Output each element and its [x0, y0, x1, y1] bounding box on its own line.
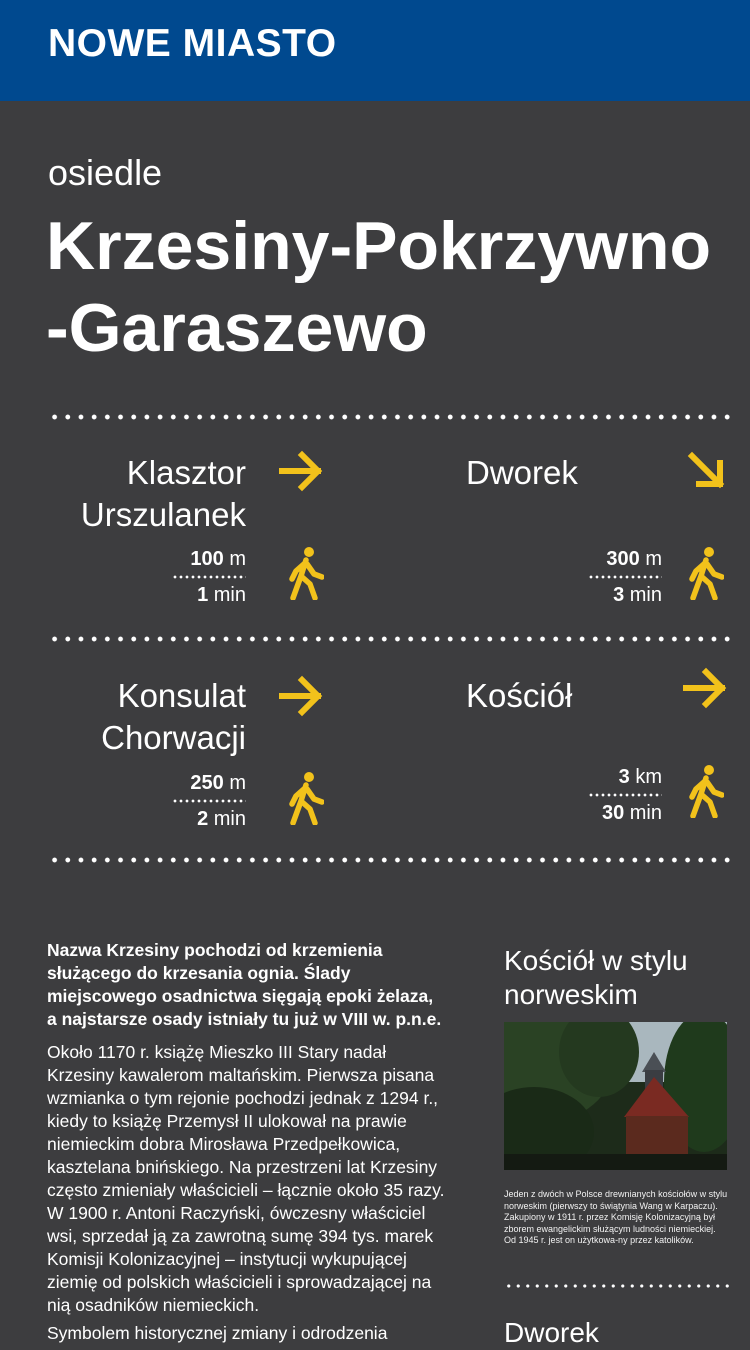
time-unit: min — [213, 584, 246, 606]
church-photo — [504, 1022, 727, 1170]
divider-dotted — [48, 414, 730, 420]
distance-info — [576, 764, 662, 826]
time-value: 1 — [197, 584, 209, 606]
pedestrian-icon — [688, 546, 724, 600]
page-subtitle: osiedle — [48, 152, 163, 193]
distance-separator — [172, 575, 246, 579]
pedestrian-icon — [288, 771, 324, 825]
district-title: NOWE MIASTO — [48, 22, 337, 65]
distance-value: 3 — [618, 766, 630, 788]
divider-dotted — [48, 636, 730, 642]
arrow-down-right-icon — [687, 451, 727, 489]
divider-dotted — [48, 857, 730, 863]
page-title — [46, 205, 736, 369]
time-value: 2 — [197, 808, 209, 830]
distance-unit: m — [229, 548, 246, 570]
distance-unit: m — [645, 548, 662, 570]
destination-name-line1: Konsulat — [117, 677, 246, 714]
time-unit: min — [213, 808, 246, 830]
distance-info — [160, 770, 246, 832]
time-unit: min — [629, 802, 662, 824]
distance-value: 100 — [190, 548, 224, 570]
destination-name-line1: Dworek — [466, 454, 578, 491]
intro-lead: Nazwa Krzesiny pochodzi od krzemienia służącego do krzesania ognia. Ślady miejscowego osadnictwa sięgają epoki żelaza, a najstarsze osady istniały tu już w VIII w. p.n.e. — [47, 940, 442, 1029]
intro-continuation: Symbolem historycznej zmiany i odrodzenia — [47, 1323, 388, 1343]
intro-body: Około 1170 r. książę Mieszko III Stary nadał Krzesiny kawalerom maltańskim. Pierwsza pisana wzmianka o tym rejonie pochodzi jednak z 1294 r., kiedy to książę Przemysł II ulokował na prawie niemieckim dobra Mirosława Przedpełkowica, kasztelana bnińskiego. Na przestrzeni lat Krzesiny często zmieniały właścicieli – łącznie około 35 razy. W 1900 r. Antoni Raczyński, ówczesny właściciel wsi, sprzedał ją za zawrotną sumę 394 tys. marek Komisji Kolonizacyjnej – instytucji wykupującej ziemię od polskich właścicieli i sprowadzającej na nią osadników niemieckich. — [47, 1042, 445, 1315]
time-value: 30 — [601, 802, 625, 824]
distance-info — [160, 546, 246, 608]
arrow-right-icon — [682, 666, 730, 710]
distance-unit: m — [229, 772, 246, 794]
destination-name — [20, 675, 246, 759]
header-bar — [0, 0, 750, 101]
destination-name — [466, 452, 666, 494]
time-unit: min — [629, 584, 662, 606]
distance-unit: km — [635, 766, 662, 788]
distance-separator — [588, 793, 662, 797]
sidebar-title: Kościół w stylu norweskim — [504, 945, 688, 1010]
distance-value: 300 — [606, 548, 640, 570]
arrow-right-icon — [278, 674, 326, 718]
destination-name — [466, 675, 666, 717]
destination-name-line2: Chorwacji — [101, 719, 246, 756]
distance-separator — [588, 575, 662, 579]
photo-caption: Jeden z dwóch w Polsce drewnianych kościołów w stylu norweskim (pierwszy to świątynia Wang w Karpaczu). Zakupiony w 1911 r. przez Komisję Kolonizacyjną był zborem ewangelickim służącym ludności niemieckiej. Od 1945 r. jest on użytkowa-ny przez katolików. — [504, 1189, 728, 1245]
distance-separator — [172, 799, 246, 803]
destination-name-line2: Urszulanek — [80, 496, 246, 533]
sidebar-divider — [504, 1284, 730, 1288]
sidebar-next-title: Dworek — [504, 1317, 599, 1348]
distance-value: 250 — [190, 772, 224, 794]
church-photo-image — [504, 1022, 727, 1170]
page-title-line2: -Garaszewo — [46, 290, 428, 366]
pedestrian-icon — [688, 764, 724, 818]
arrow-right-icon — [278, 449, 326, 493]
pedestrian-icon — [288, 546, 324, 600]
destination-name-line1: Klasztor — [126, 454, 246, 491]
destination-name — [20, 452, 246, 536]
page-title-line1: Krzesiny-Pokrzywno — [46, 208, 712, 284]
distance-info — [576, 546, 662, 608]
destination-name-line1: Kościół — [466, 677, 573, 714]
time-value: 3 — [613, 584, 625, 606]
